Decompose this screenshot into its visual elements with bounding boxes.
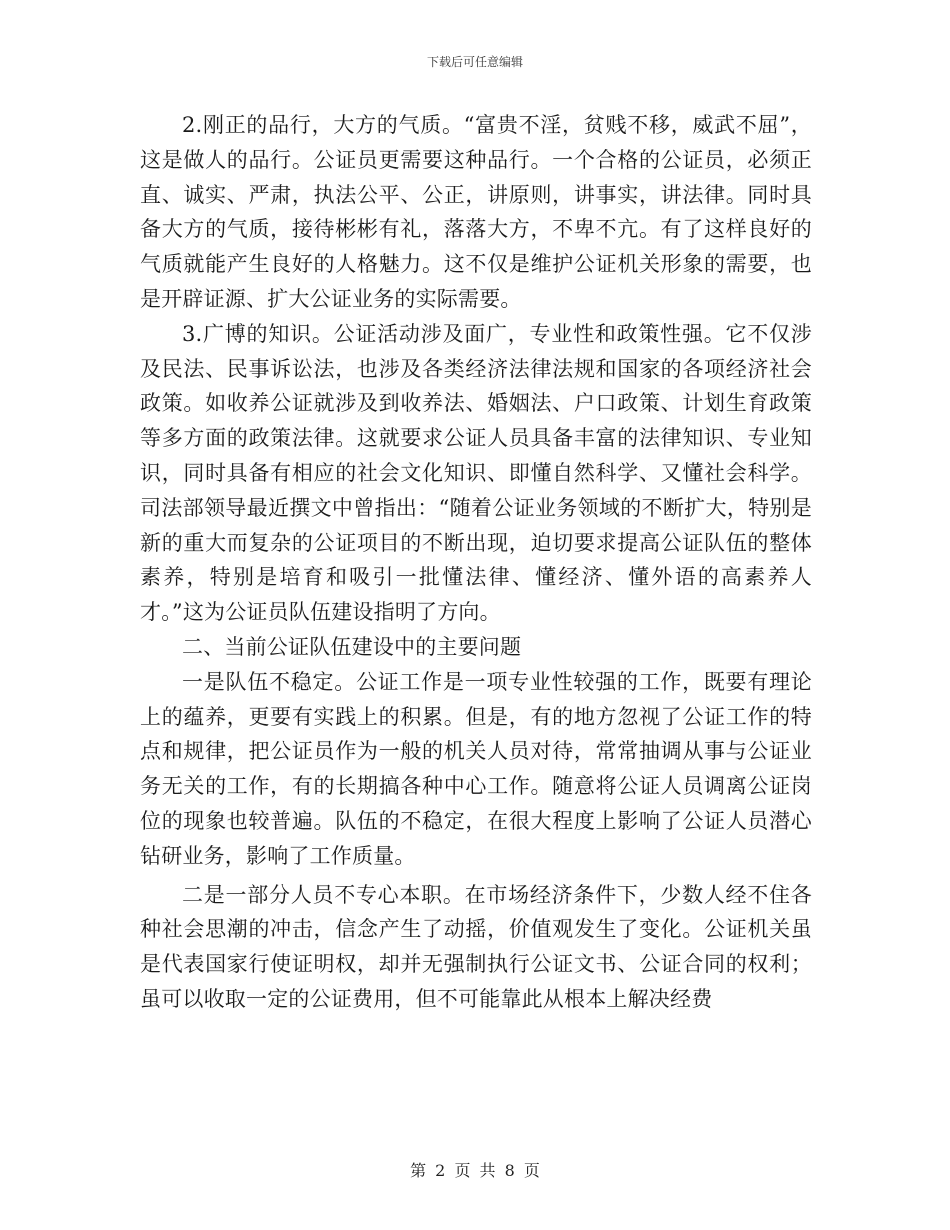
paragraph-instability: 一是队伍不稳定。公证工作是一项专业性较强的工作，既要有理论上的蕴养，更要有实践上的积累。但是，有的地方忽视了公证工作的特点和规律，把公证员作为一般的机关人员对待，常常抽调从事与公证业务无关的工作，有的长期搞各种中心工作。随意将公证人员调离公证岗位的现象也较普遍。队伍的不稳定，在很大程度上影响了公证人员潜心钻研业务，影响了工作质量。 [140,669,812,868]
section-heading: 二、当前公证队伍建设中的主要问题 [182,634,522,659]
document-body [140,108,812,1017]
page-footer: 第 2 页 共 8 页 [410,1161,540,1180]
paragraph-not-focused: 二是一部分人员不专心本职。在市场经济条件下，少数人经不住各种社会思潮的冲击，信念产生了动摇，价值观发生了变化。公证机关虽是代表国家行使证明权，却并无强制执行公证文书、公证合同的权利；虽可以收取一定的公证费用，但不可能靠此从根本上解决经费 [140,882,812,1011]
paragraph-knowledge: 3.广博的知识。公证活动涉及面广，专业性和政策性强。它不仅涉及民法、民事诉讼法，也涉及各类经济法律法规和国家的各项经济社会政策。如收养公证就涉及到收养法、婚姻法、户口政策、计划生育政策等多方面的政策法律。这就要求公证人员具备丰富的法律知识、专业知识，同时具备有相应的社会文化知识、即懂自然科学、又懂社会科学。司法部领导最近撰文中曾指出：“随着公证业务领域的不断扩大，特别是新的重大而复杂的公证项目的不断出现，迫切要求提高公证队伍的整体素养，特别是培育和吸引一批懂法律、懂经济、懂外语的高素养人才。”这为公证员队伍建设指明了方向。 [140,321,812,625]
paragraph-character: 2.刚正的品行，大方的气质。“富贵不淫，贫贱不移，威武不屈”，这是做人的品行。公证员更需要这种品行。一个合格的公证员，必须正直、诚实、严肃，执法公平、公正，讲原则，讲事实，讲法律。同时具备大方的气质，接待彬彬有礼，落落大方，不卑不亢。有了这样良好的气质就能产生良好的人格魅力。这不仅是维护公证机关形象的需要，也是开辟证源、扩大公证业务的实际需要。 [140,113,812,311]
page-header: 下载后可任意编辑 [426,55,523,69]
